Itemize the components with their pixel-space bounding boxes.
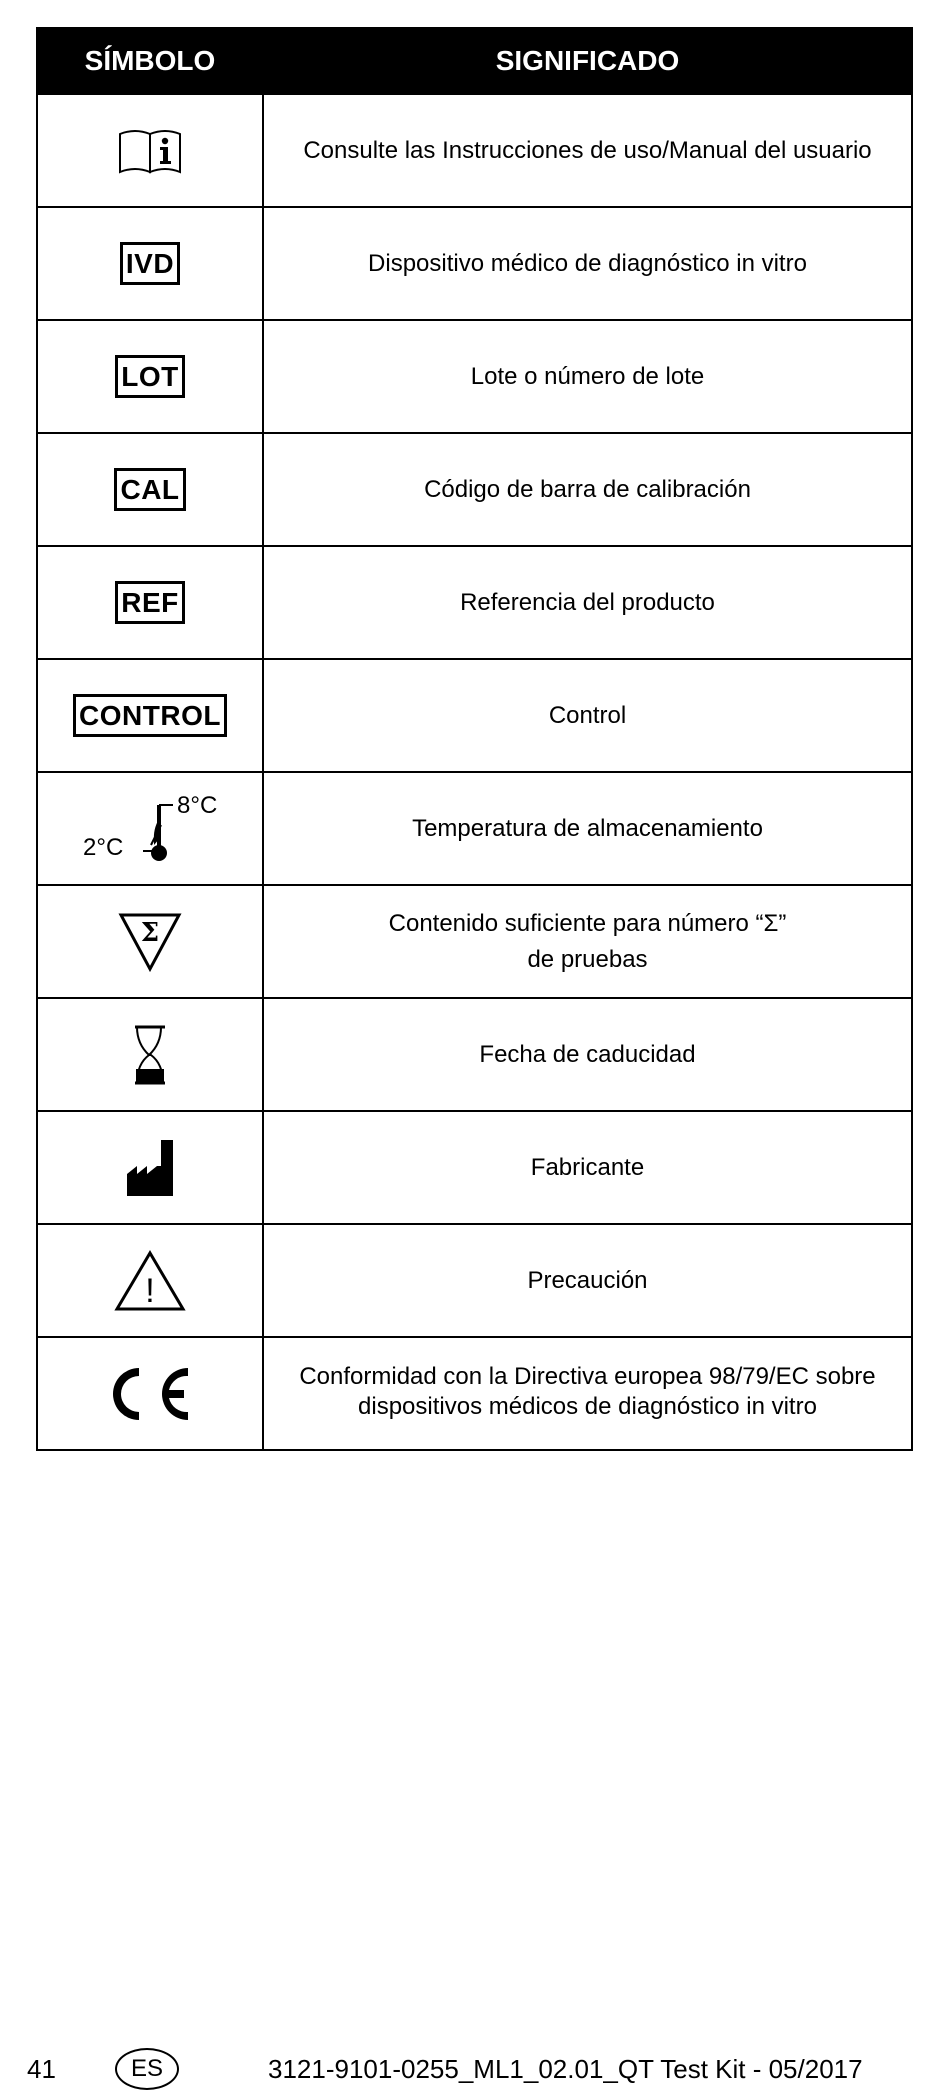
table-row [37, 433, 912, 546]
meaning-cell [263, 1224, 912, 1337]
meaning-line-2: dispositivos médicos de diagnóstico in vitro [358, 1393, 817, 1420]
warning-triangle-icon [114, 1250, 186, 1312]
meaning-line-1: Conformidad con la Directiva europea 98/79/EC sobre [299, 1363, 876, 1390]
table-row [37, 94, 912, 207]
exclamation-glyph: ! [145, 1271, 155, 1310]
symbol-table [36, 27, 913, 1451]
meaning-cell [263, 546, 912, 659]
meaning-cell [263, 772, 912, 885]
table-header-row [37, 28, 912, 94]
meaning-text: Referencia del producto [460, 588, 715, 616]
meaning-cell [263, 885, 912, 998]
meaning-text: Código de barra de calibración [424, 475, 751, 503]
table-row [37, 885, 912, 998]
table-row [37, 546, 912, 659]
symbol-cell [37, 433, 263, 546]
page-footer [0, 2048, 950, 2092]
symbol-cell [37, 998, 263, 1111]
meaning-line-2: de pruebas [527, 945, 648, 973]
document-id: 3121-9101-0255_ML1_02.01_QT Test Kit - 05/2017 [268, 2054, 863, 2084]
table-row [37, 772, 912, 885]
symbol-cell [37, 1224, 263, 1337]
symbol-cell [37, 1111, 263, 1224]
sufficient-for-tests-icon [118, 911, 182, 973]
meaning-line-1: Contenido suficiente para número “Σ” [388, 909, 787, 937]
table-row [37, 1224, 912, 1337]
meaning-cell [263, 433, 912, 546]
meaning-cell [263, 1337, 912, 1450]
symbol-cell [37, 659, 263, 772]
temp-high-label: 8°C [177, 791, 218, 819]
header-meaning: SIGNIFICADO [263, 28, 912, 94]
language-badge: ES [115, 2048, 179, 2090]
meaning-text: Consulte las Instrucciones de uso/Manual del usuario [303, 136, 872, 164]
meaning-text: Fecha de caducidad [479, 1040, 696, 1068]
control-box-icon: CONTROL [73, 694, 227, 737]
table-row [37, 998, 912, 1111]
page-number: 41 [27, 2054, 56, 2084]
lot-box-icon: LOT [115, 355, 185, 398]
table-row [37, 207, 912, 320]
meaning-text: Control [548, 701, 627, 729]
symbol-cell [37, 94, 263, 207]
meaning-text: Fabricante [530, 1153, 645, 1181]
table-row [37, 1111, 912, 1224]
meaning-text: Dispositivo médico de diagnóstico in vitro [368, 249, 807, 277]
factory-icon [125, 1138, 175, 1198]
meaning-text-block [379, 906, 797, 978]
symbol-cell [37, 546, 263, 659]
meaning-cell [263, 320, 912, 433]
header-symbol: SÍMBOLO [37, 28, 263, 94]
meaning-cell [263, 1111, 912, 1224]
ce-mark-icon [106, 1363, 194, 1425]
symbol-cell [37, 885, 263, 998]
ref-box-icon: REF [115, 581, 185, 624]
sigma-glyph: Σ [140, 917, 160, 948]
ivd-box-icon: IVD [120, 242, 180, 285]
meaning-text-block [289, 1362, 885, 1422]
meaning-cell [263, 659, 912, 772]
temperature-limit-icon [75, 789, 225, 869]
meaning-text: Precaución [527, 1266, 648, 1294]
table-row [37, 320, 912, 433]
table-row [37, 1337, 912, 1450]
meaning-text: Lote o número de lote [470, 362, 705, 390]
temp-low-label: 2°C [83, 833, 124, 861]
symbol-cell [37, 320, 263, 433]
meaning-cell [263, 94, 912, 207]
hourglass-icon [132, 1024, 168, 1086]
cal-box-icon: CAL [114, 468, 185, 511]
meaning-text: Temperatura de almacenamiento [412, 814, 763, 842]
meaning-cell [263, 207, 912, 320]
symbol-cell [37, 772, 263, 885]
symbol-cell [37, 1337, 263, 1450]
symbol-cell [37, 207, 263, 320]
meaning-cell [263, 998, 912, 1111]
table-row [37, 659, 912, 772]
instructions-for-use-icon [117, 126, 183, 176]
